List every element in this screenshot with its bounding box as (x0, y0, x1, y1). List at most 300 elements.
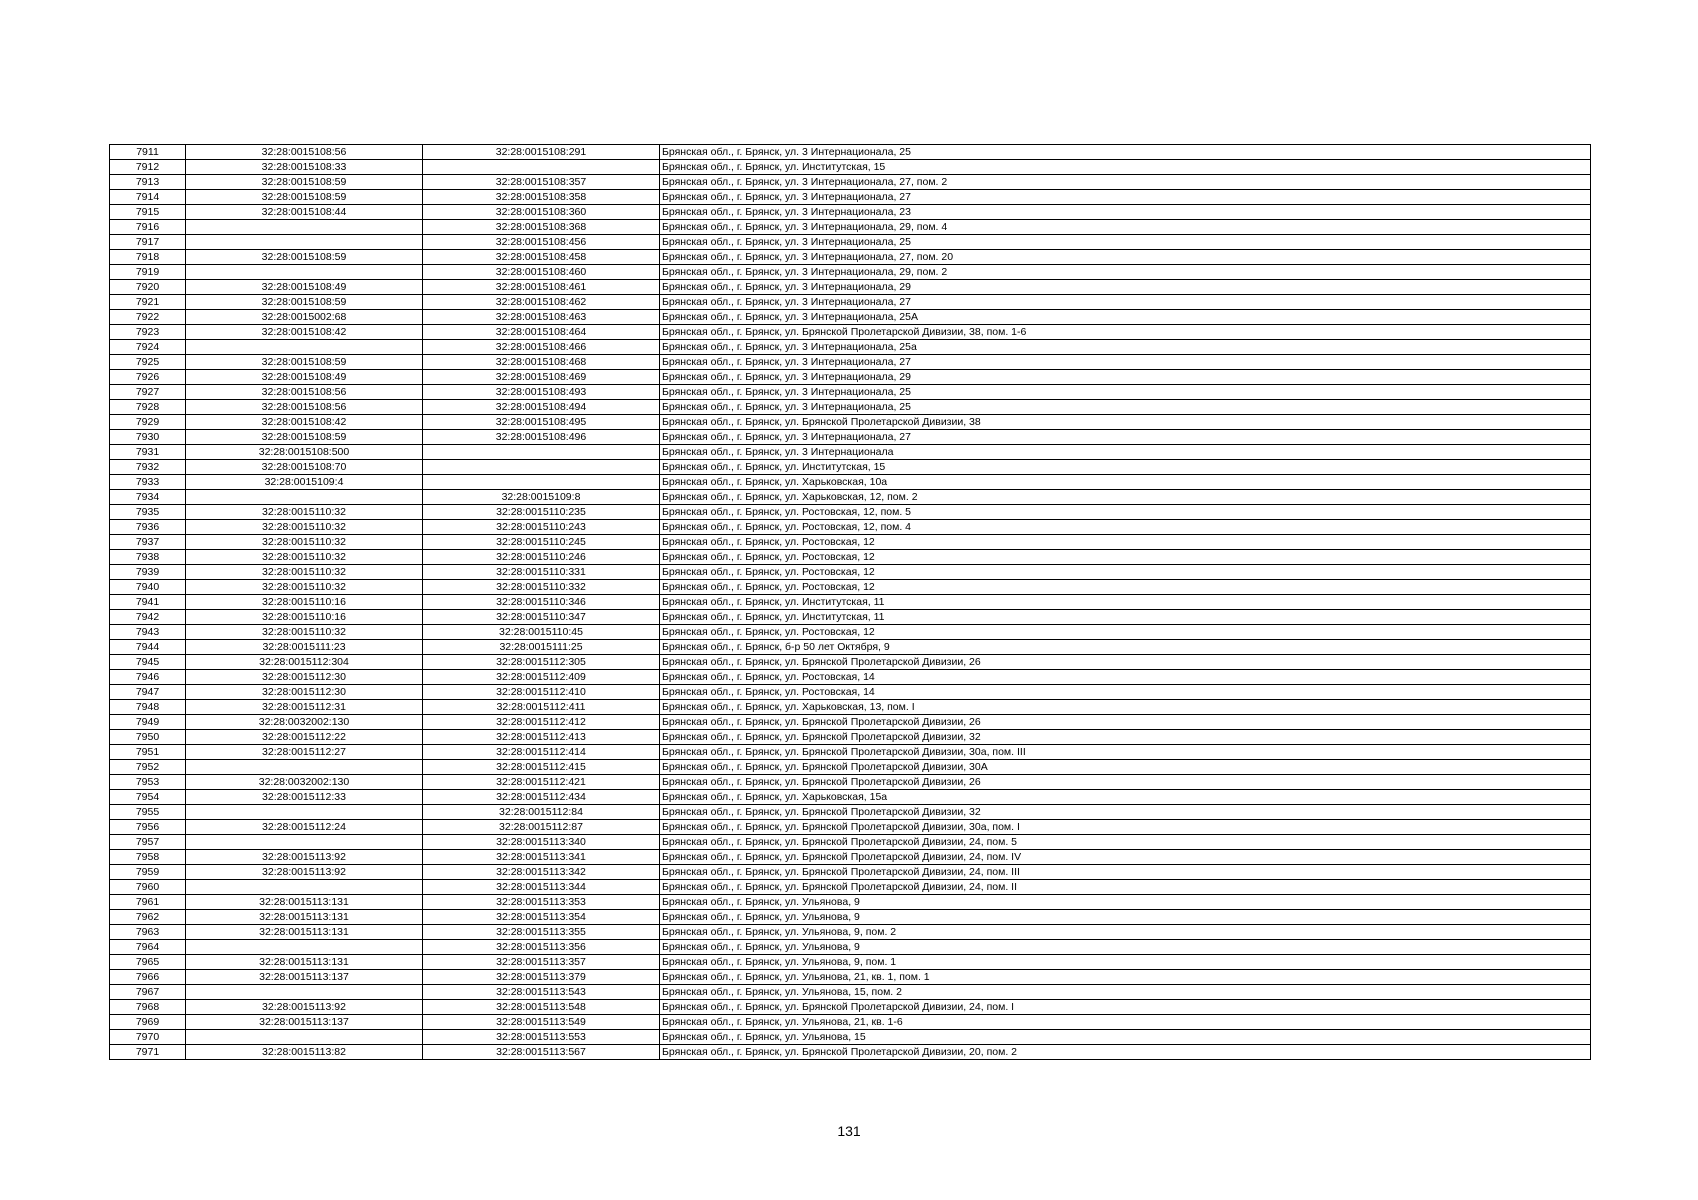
table-row (110, 880, 1591, 895)
table-row (110, 1000, 1591, 1015)
object-cadastral-number-cell: 32:28:0015113:549 (423, 1015, 660, 1030)
table-row (110, 850, 1591, 865)
object-cadastral-number-cell: 32:28:0015112:409 (423, 670, 660, 685)
page-number: 131 (837, 1123, 861, 1139)
address-cell: Брянская обл., г. Брянск, ул. Харьковская, 10а (660, 475, 1591, 490)
table-row (110, 685, 1591, 700)
object-cadastral-number-cell (423, 445, 660, 460)
object-cadastral-number-cell: 32:28:0015108:358 (423, 190, 660, 205)
land-cadastral-number-cell: 32:28:0015110:32 (186, 565, 423, 580)
table-row (110, 730, 1591, 745)
table-row (110, 670, 1591, 685)
address-cell: Брянская обл., г. Брянск, ул. Ульянова, 15 (660, 1030, 1591, 1045)
address-cell: Брянская обл., г. Брянск, ул. 3 Интернационала, 27 (660, 295, 1591, 310)
table-row (110, 310, 1591, 325)
table-row (110, 385, 1591, 400)
row-number-cell: 7935 (110, 505, 186, 520)
land-cadastral-number-cell: 32:28:0015112:31 (186, 700, 423, 715)
address-cell: Брянская обл., г. Брянск, ул. 3 Интернационала (660, 445, 1591, 460)
land-cadastral-number-cell (186, 835, 423, 850)
land-cadastral-number-cell: 32:28:0015108:49 (186, 280, 423, 295)
table-row (110, 250, 1591, 265)
table-row (110, 265, 1591, 280)
table-row (110, 580, 1591, 595)
land-cadastral-number-cell (186, 235, 423, 250)
land-cadastral-number-cell: 32:28:0015110:32 (186, 550, 423, 565)
object-cadastral-number-cell: 32:28:0015113:342 (423, 865, 660, 880)
land-cadastral-number-cell: 32:28:0015108:49 (186, 370, 423, 385)
address-cell: Брянская обл., г. Брянск, ул. Ульянова, 15, пом. 2 (660, 985, 1591, 1000)
table-row (110, 400, 1591, 415)
table-row (110, 445, 1591, 460)
land-cadastral-number-cell: 32:28:0015113:92 (186, 1000, 423, 1015)
object-cadastral-number-cell: 32:28:0015108:495 (423, 415, 660, 430)
object-cadastral-number-cell: 32:28:0015113:543 (423, 985, 660, 1000)
object-cadastral-number-cell: 32:28:0015113:379 (423, 970, 660, 985)
object-cadastral-number-cell: 32:28:0015108:460 (423, 265, 660, 280)
table-row (110, 565, 1591, 580)
land-cadastral-number-cell: 32:28:0015110:16 (186, 610, 423, 625)
table-row (110, 895, 1591, 910)
table-row (110, 295, 1591, 310)
object-cadastral-number-cell: 32:28:0015113:354 (423, 910, 660, 925)
land-cadastral-number-cell: 32:28:0015112:304 (186, 655, 423, 670)
row-number-cell: 7936 (110, 520, 186, 535)
object-cadastral-number-cell: 32:28:0015110:246 (423, 550, 660, 565)
object-cadastral-number-cell: 32:28:0015110:235 (423, 505, 660, 520)
table-row (110, 370, 1591, 385)
object-cadastral-number-cell: 32:28:0015108:466 (423, 340, 660, 355)
row-number-cell: 7952 (110, 760, 186, 775)
row-number-cell: 7931 (110, 445, 186, 460)
row-number-cell: 7920 (110, 280, 186, 295)
row-number-cell: 7942 (110, 610, 186, 625)
address-cell: Брянская обл., г. Брянск, ул. Ростовская, 12, пом. 5 (660, 505, 1591, 520)
object-cadastral-number-cell: 32:28:0015108:494 (423, 400, 660, 415)
address-cell: Брянская обл., г. Брянск, ул. Брянской Пролетарской Дивизии, 26 (660, 715, 1591, 730)
object-cadastral-number-cell: 32:28:0015110:243 (423, 520, 660, 535)
row-number-cell: 7945 (110, 655, 186, 670)
object-cadastral-number-cell: 32:28:0015112:87 (423, 820, 660, 835)
row-number-cell: 7963 (110, 925, 186, 940)
address-cell: Брянская обл., г. Брянск, ул. Брянской Пролетарской Дивизии, 24, пом. II (660, 880, 1591, 895)
table-row (110, 835, 1591, 850)
address-cell: Брянская обл., г. Брянск, ул. 3 Интернационала, 29 (660, 370, 1591, 385)
object-cadastral-number-cell: 32:28:0015109:8 (423, 490, 660, 505)
table-row (110, 715, 1591, 730)
object-cadastral-number-cell: 32:28:0015113:548 (423, 1000, 660, 1015)
address-cell: Брянская обл., г. Брянск, ул. Ульянова, 9 (660, 940, 1591, 955)
object-cadastral-number-cell: 32:28:0015108:469 (423, 370, 660, 385)
table-row (110, 220, 1591, 235)
object-cadastral-number-cell: 32:28:0015110:245 (423, 535, 660, 550)
land-cadastral-number-cell (186, 940, 423, 955)
address-cell: Брянская обл., г. Брянск, ул. 3 Интернационала, 25А (660, 310, 1591, 325)
address-cell: Брянская обл., г. Брянск, ул. 3 Интернационала, 25а (660, 340, 1591, 355)
object-cadastral-number-cell: 32:28:0015113:341 (423, 850, 660, 865)
land-cadastral-number-cell: 32:28:0015113:131 (186, 910, 423, 925)
row-number-cell: 7921 (110, 295, 186, 310)
row-number-cell: 7944 (110, 640, 186, 655)
table-row (110, 355, 1591, 370)
land-cadastral-number-cell: 32:28:0015108:56 (186, 400, 423, 415)
table-row (110, 430, 1591, 445)
table-row (110, 340, 1591, 355)
row-number-cell: 7941 (110, 595, 186, 610)
row-number-cell: 7925 (110, 355, 186, 370)
land-cadastral-number-cell (186, 490, 423, 505)
address-cell: Брянская обл., г. Брянск, ул. 3 Интернационала, 25 (660, 400, 1591, 415)
object-cadastral-number-cell: 32:28:0015112:434 (423, 790, 660, 805)
object-cadastral-number-cell: 32:28:0015112:421 (423, 775, 660, 790)
address-cell: Брянская обл., г. Брянск, б-р 50 лет Октября, 9 (660, 640, 1591, 655)
address-cell: Брянская обл., г. Брянск, ул. Ульянова, 21, кв. 1-6 (660, 1015, 1591, 1030)
land-cadastral-number-cell: 32:28:0015108:59 (186, 175, 423, 190)
land-cadastral-number-cell: 32:28:0015113:137 (186, 970, 423, 985)
table-row (110, 145, 1591, 160)
row-number-cell: 7968 (110, 1000, 186, 1015)
land-cadastral-number-cell: 32:28:0032002:130 (186, 715, 423, 730)
object-cadastral-number-cell: 32:28:0015113:340 (423, 835, 660, 850)
row-number-cell: 7938 (110, 550, 186, 565)
table-row (110, 925, 1591, 940)
object-cadastral-number-cell: 32:28:0015112:413 (423, 730, 660, 745)
object-cadastral-number-cell: 32:28:0015108:462 (423, 295, 660, 310)
row-number-cell: 7958 (110, 850, 186, 865)
address-cell: Брянская обл., г. Брянск, ул. Ростовская, 12, пом. 4 (660, 520, 1591, 535)
row-number-cell: 7959 (110, 865, 186, 880)
land-cadastral-number-cell: 32:28:0015110:32 (186, 505, 423, 520)
row-number-cell: 7919 (110, 265, 186, 280)
land-cadastral-number-cell: 32:28:0015109:4 (186, 475, 423, 490)
table-row (110, 325, 1591, 340)
address-cell: Брянская обл., г. Брянск, ул. 3 Интернационала, 27 (660, 430, 1591, 445)
land-cadastral-number-cell: 32:28:0015110:32 (186, 580, 423, 595)
object-cadastral-number-cell (423, 160, 660, 175)
object-cadastral-number-cell: 32:28:0015108:464 (423, 325, 660, 340)
table-row (110, 985, 1591, 1000)
address-cell: Брянская обл., г. Брянск, ул. 3 Интернационала, 27, пом. 2 (660, 175, 1591, 190)
address-cell: Брянская обл., г. Брянск, ул. Институтская, 11 (660, 595, 1591, 610)
address-cell: Брянская обл., г. Брянск, ул. Ульянова, 9, пом. 1 (660, 955, 1591, 970)
land-cadastral-number-cell: 32:28:0015108:500 (186, 445, 423, 460)
land-cadastral-number-cell (186, 265, 423, 280)
row-number-cell: 7928 (110, 400, 186, 415)
address-cell: Брянская обл., г. Брянск, ул. Харьковская, 13, пом. I (660, 700, 1591, 715)
address-cell: Брянская обл., г. Брянск, ул. Брянской Пролетарской Дивизии, 20, пом. 2 (660, 1045, 1591, 1060)
row-number-cell: 7971 (110, 1045, 186, 1060)
address-cell: Брянская обл., г. Брянск, ул. Ростовская, 14 (660, 685, 1591, 700)
address-cell: Брянская обл., г. Брянск, ул. Брянской Пролетарской Дивизии, 32 (660, 730, 1591, 745)
land-cadastral-number-cell: 32:28:0032002:130 (186, 775, 423, 790)
address-cell: Брянская обл., г. Брянск, ул. Ростовская, 12 (660, 565, 1591, 580)
land-cadastral-number-cell: 32:28:0015113:131 (186, 895, 423, 910)
object-cadastral-number-cell: 32:28:0015113:356 (423, 940, 660, 955)
object-cadastral-number-cell (423, 475, 660, 490)
table-row (110, 235, 1591, 250)
land-cadastral-number-cell: 32:28:0015108:59 (186, 355, 423, 370)
object-cadastral-number-cell: 32:28:0015112:412 (423, 715, 660, 730)
land-cadastral-number-cell: 32:28:0015113:92 (186, 865, 423, 880)
row-number-cell: 7912 (110, 160, 186, 175)
table-row (110, 1030, 1591, 1045)
land-cadastral-number-cell: 32:28:0015108:56 (186, 385, 423, 400)
row-number-cell: 7956 (110, 820, 186, 835)
table-row (110, 790, 1591, 805)
table-row (110, 655, 1591, 670)
address-cell: Брянская обл., г. Брянск, ул. Ростовская, 12 (660, 550, 1591, 565)
address-cell: Брянская обл., г. Брянск, ул. 3 Интернационала, 29 (660, 280, 1591, 295)
object-cadastral-number-cell: 32:28:0015108:463 (423, 310, 660, 325)
table-row (110, 1015, 1591, 1030)
address-cell: Брянская обл., г. Брянск, ул. Ростовская, 12 (660, 580, 1591, 595)
table-row (110, 700, 1591, 715)
land-cadastral-number-cell: 32:28:0015111:23 (186, 640, 423, 655)
table-row (110, 970, 1591, 985)
table-row (110, 610, 1591, 625)
row-number-cell: 7933 (110, 475, 186, 490)
object-cadastral-number-cell: 32:28:0015108:493 (423, 385, 660, 400)
object-cadastral-number-cell: 32:28:0015108:368 (423, 220, 660, 235)
table-row (110, 415, 1591, 430)
row-number-cell: 7930 (110, 430, 186, 445)
address-cell: Брянская обл., г. Брянск, ул. Брянской Пролетарской Дивизии, 24, пом. IV (660, 850, 1591, 865)
address-cell: Брянская обл., г. Брянск, ул. Брянской Пролетарской Дивизии, 38, пом. 1-6 (660, 325, 1591, 340)
object-cadastral-number-cell: 32:28:0015113:355 (423, 925, 660, 940)
address-cell: Брянская обл., г. Брянск, ул. Брянской Пролетарской Дивизии, 24, пом. 5 (660, 835, 1591, 850)
land-cadastral-number-cell (186, 220, 423, 235)
land-cadastral-number-cell (186, 880, 423, 895)
row-number-cell: 7962 (110, 910, 186, 925)
address-cell: Брянская обл., г. Брянск, ул. Брянской Пролетарской Дивизии, 26 (660, 655, 1591, 670)
object-cadastral-number-cell (423, 460, 660, 475)
row-number-cell: 7954 (110, 790, 186, 805)
address-cell: Брянская обл., г. Брянск, ул. Харьковская, 12, пом. 2 (660, 490, 1591, 505)
land-cadastral-number-cell: 32:28:0015112:22 (186, 730, 423, 745)
land-cadastral-number-cell: 32:28:0015113:131 (186, 955, 423, 970)
row-number-cell: 7939 (110, 565, 186, 580)
row-number-cell: 7960 (110, 880, 186, 895)
address-cell: Брянская обл., г. Брянск, ул. Брянской Пролетарской Дивизии, 30а, пом. III (660, 745, 1591, 760)
row-number-cell: 7969 (110, 1015, 186, 1030)
table-row (110, 280, 1591, 295)
land-cadastral-number-cell: 32:28:0015110:32 (186, 520, 423, 535)
address-cell: Брянская обл., г. Брянск, ул. Брянской Пролетарской Дивизии, 24, пом. I (660, 1000, 1591, 1015)
table-row (110, 640, 1591, 655)
address-cell: Брянская обл., г. Брянск, ул. 3 Интернационала, 25 (660, 385, 1591, 400)
object-cadastral-number-cell: 32:28:0015108:461 (423, 280, 660, 295)
table-row (110, 805, 1591, 820)
object-cadastral-number-cell: 32:28:0015110:346 (423, 595, 660, 610)
object-cadastral-number-cell: 32:28:0015112:414 (423, 745, 660, 760)
land-cadastral-number-cell (186, 985, 423, 1000)
row-number-cell: 7918 (110, 250, 186, 265)
table-row (110, 1045, 1591, 1060)
object-cadastral-number-cell: 32:28:0015113:344 (423, 880, 660, 895)
address-cell: Брянская обл., г. Брянск, ул. Институтская, 15 (660, 160, 1591, 175)
row-number-cell: 7946 (110, 670, 186, 685)
object-cadastral-number-cell: 32:28:0015111:25 (423, 640, 660, 655)
table-row (110, 625, 1591, 640)
row-number-cell: 7929 (110, 415, 186, 430)
table-row (110, 940, 1591, 955)
row-number-cell: 7947 (110, 685, 186, 700)
address-cell: Брянская обл., г. Брянск, ул. 3 Интернационала, 23 (660, 205, 1591, 220)
land-cadastral-number-cell: 32:28:0015110:16 (186, 595, 423, 610)
land-cadastral-number-cell: 32:28:0015108:59 (186, 430, 423, 445)
object-cadastral-number-cell: 32:28:0015108:357 (423, 175, 660, 190)
land-cadastral-number-cell: 32:28:0015113:131 (186, 925, 423, 940)
address-cell: Брянская обл., г. Брянск, ул. Ростовская, 12 (660, 535, 1591, 550)
land-cadastral-number-cell: 32:28:0015108:59 (186, 190, 423, 205)
row-number-cell: 7967 (110, 985, 186, 1000)
land-cadastral-number-cell: 32:28:0015112:27 (186, 745, 423, 760)
row-number-cell: 7937 (110, 535, 186, 550)
land-cadastral-number-cell: 32:28:0015108:33 (186, 160, 423, 175)
registry-table-body (110, 145, 1591, 1060)
table-row (110, 520, 1591, 535)
land-cadastral-number-cell: 32:28:0015112:33 (186, 790, 423, 805)
row-number-cell: 7940 (110, 580, 186, 595)
table-row (110, 955, 1591, 970)
object-cadastral-number-cell: 32:28:0015112:305 (423, 655, 660, 670)
object-cadastral-number-cell: 32:28:0015113:357 (423, 955, 660, 970)
address-cell: Брянская обл., г. Брянск, ул. Брянской Пролетарской Дивизии, 26 (660, 775, 1591, 790)
address-cell: Брянская обл., г. Брянск, ул. Брянской Пролетарской Дивизии, 32 (660, 805, 1591, 820)
address-cell: Брянская обл., г. Брянск, ул. Ульянова, 9, пом. 2 (660, 925, 1591, 940)
object-cadastral-number-cell: 32:28:0015112:411 (423, 700, 660, 715)
address-cell: Брянская обл., г. Брянск, ул. 3 Интернационала, 29, пом. 4 (660, 220, 1591, 235)
land-cadastral-number-cell: 32:28:0015108:42 (186, 415, 423, 430)
row-number-cell: 7922 (110, 310, 186, 325)
land-cadastral-number-cell: 32:28:0015113:82 (186, 1045, 423, 1060)
table-row (110, 550, 1591, 565)
row-number-cell: 7923 (110, 325, 186, 340)
row-number-cell: 7961 (110, 895, 186, 910)
address-cell: Брянская обл., г. Брянск, ул. Брянской Пролетарской Дивизии, 30а, пом. I (660, 820, 1591, 835)
object-cadastral-number-cell: 32:28:0015113:567 (423, 1045, 660, 1060)
address-cell: Брянская обл., г. Брянск, ул. 3 Интернационала, 25 (660, 145, 1591, 160)
row-number-cell: 7957 (110, 835, 186, 850)
object-cadastral-number-cell: 32:28:0015110:332 (423, 580, 660, 595)
row-number-cell: 7943 (110, 625, 186, 640)
row-number-cell: 7916 (110, 220, 186, 235)
row-number-cell: 7966 (110, 970, 186, 985)
address-cell: Брянская обл., г. Брянск, ул. Харьковская, 15а (660, 790, 1591, 805)
address-cell: Брянская обл., г. Брянск, ул. 3 Интернационала, 27 (660, 190, 1591, 205)
table-row (110, 775, 1591, 790)
land-cadastral-number-cell (186, 340, 423, 355)
row-number-cell: 7950 (110, 730, 186, 745)
row-number-cell: 7917 (110, 235, 186, 250)
object-cadastral-number-cell: 32:28:0015112:84 (423, 805, 660, 820)
address-cell: Брянская обл., г. Брянск, ул. Брянской Пролетарской Дивизии, 38 (660, 415, 1591, 430)
table-row (110, 745, 1591, 760)
table-row (110, 760, 1591, 775)
land-cadastral-number-cell: 32:28:0015002:68 (186, 310, 423, 325)
address-cell: Брянская обл., г. Брянск, ул. Брянской Пролетарской Дивизии, 30А (660, 760, 1591, 775)
row-number-cell: 7965 (110, 955, 186, 970)
address-cell: Брянская обл., г. Брянск, ул. Ростовская, 14 (660, 670, 1591, 685)
table-row (110, 205, 1591, 220)
land-cadastral-number-cell: 32:28:0015108:59 (186, 250, 423, 265)
address-cell: Брянская обл., г. Брянск, ул. 3 Интернационала, 25 (660, 235, 1591, 250)
row-number-cell: 7970 (110, 1030, 186, 1045)
table-row (110, 910, 1591, 925)
land-cadastral-number-cell: 32:28:0015110:32 (186, 535, 423, 550)
table-row (110, 460, 1591, 475)
row-number-cell: 7949 (110, 715, 186, 730)
land-cadastral-number-cell: 32:28:0015112:30 (186, 670, 423, 685)
address-cell: Брянская обл., г. Брянск, ул. Ульянова, 9 (660, 910, 1591, 925)
object-cadastral-number-cell: 32:28:0015108:291 (423, 145, 660, 160)
object-cadastral-number-cell: 32:28:0015110:347 (423, 610, 660, 625)
row-number-cell: 7914 (110, 190, 186, 205)
land-cadastral-number-cell: 32:28:0015110:32 (186, 625, 423, 640)
object-cadastral-number-cell: 32:28:0015110:331 (423, 565, 660, 580)
object-cadastral-number-cell: 32:28:0015113:553 (423, 1030, 660, 1045)
table-row (110, 595, 1591, 610)
row-number-cell: 7948 (110, 700, 186, 715)
object-cadastral-number-cell: 32:28:0015112:410 (423, 685, 660, 700)
table-row (110, 475, 1591, 490)
row-number-cell: 7913 (110, 175, 186, 190)
object-cadastral-number-cell: 32:28:0015112:415 (423, 760, 660, 775)
row-number-cell: 7934 (110, 490, 186, 505)
land-cadastral-number-cell: 32:28:0015108:70 (186, 460, 423, 475)
land-cadastral-number-cell: 32:28:0015112:24 (186, 820, 423, 835)
row-number-cell: 7915 (110, 205, 186, 220)
address-cell: Брянская обл., г. Брянск, ул. 3 Интернационала, 27, пом. 20 (660, 250, 1591, 265)
row-number-cell: 7932 (110, 460, 186, 475)
address-cell: Брянская обл., г. Брянск, ул. 3 Интернационала, 29, пом. 2 (660, 265, 1591, 280)
row-number-cell: 7953 (110, 775, 186, 790)
address-cell: Брянская обл., г. Брянск, ул. Институтская, 15 (660, 460, 1591, 475)
land-cadastral-number-cell: 32:28:0015108:56 (186, 145, 423, 160)
land-cadastral-number-cell (186, 805, 423, 820)
object-cadastral-number-cell: 32:28:0015108:468 (423, 355, 660, 370)
table-row (110, 505, 1591, 520)
object-cadastral-number-cell: 32:28:0015108:360 (423, 205, 660, 220)
table-row (110, 175, 1591, 190)
object-cadastral-number-cell: 32:28:0015113:353 (423, 895, 660, 910)
land-cadastral-number-cell (186, 760, 423, 775)
table-row (110, 490, 1591, 505)
object-cadastral-number-cell: 32:28:0015108:458 (423, 250, 660, 265)
row-number-cell: 7955 (110, 805, 186, 820)
row-number-cell: 7927 (110, 385, 186, 400)
land-cadastral-number-cell (186, 1030, 423, 1045)
land-cadastral-number-cell: 32:28:0015113:137 (186, 1015, 423, 1030)
address-cell: Брянская обл., г. Брянск, ул. 3 Интернационала, 27 (660, 355, 1591, 370)
object-cadastral-number-cell: 32:28:0015108:496 (423, 430, 660, 445)
land-cadastral-number-cell: 32:28:0015108:59 (186, 295, 423, 310)
row-number-cell: 7926 (110, 370, 186, 385)
address-cell: Брянская обл., г. Брянск, ул. Брянской Пролетарской Дивизии, 24, пом. III (660, 865, 1591, 880)
table-row (110, 535, 1591, 550)
address-cell: Брянская обл., г. Брянск, ул. Ульянова, 21, кв. 1, пом. 1 (660, 970, 1591, 985)
table-row (110, 160, 1591, 175)
table-row (110, 190, 1591, 205)
row-number-cell: 7951 (110, 745, 186, 760)
registry-table (109, 144, 1591, 1060)
land-cadastral-number-cell: 32:28:0015112:30 (186, 685, 423, 700)
table-row (110, 865, 1591, 880)
land-cadastral-number-cell: 32:28:0015108:44 (186, 205, 423, 220)
row-number-cell: 7924 (110, 340, 186, 355)
land-cadastral-number-cell: 32:28:0015108:42 (186, 325, 423, 340)
row-number-cell: 7911 (110, 145, 186, 160)
